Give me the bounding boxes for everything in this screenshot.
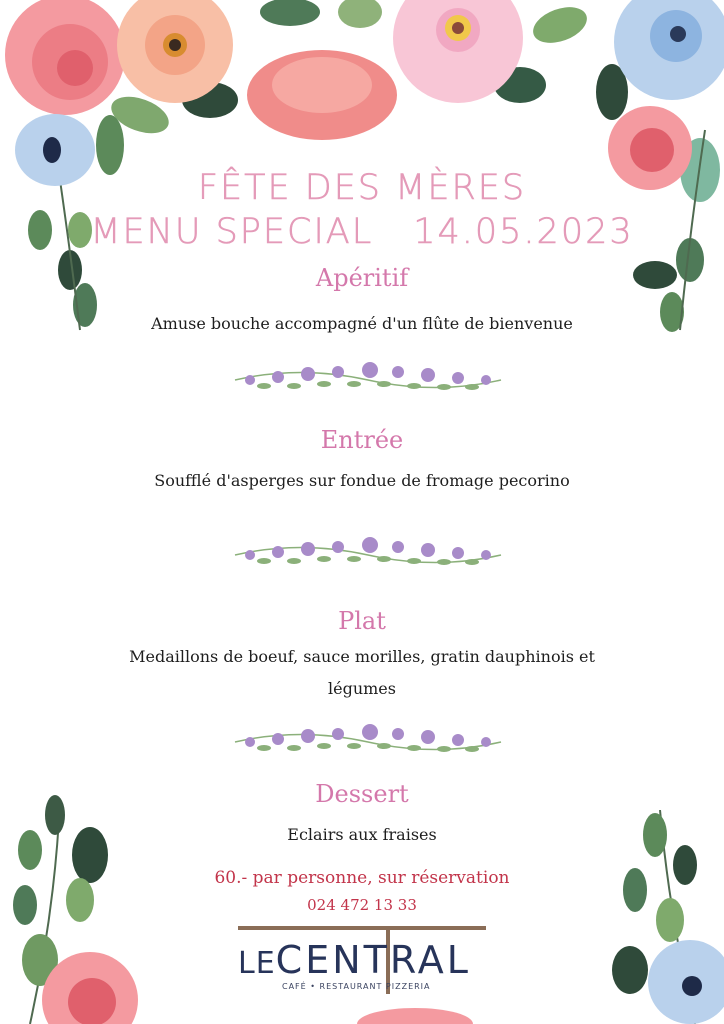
floral-divider (230, 360, 506, 400)
logo-tagline: CAFÉ • RESTAURANT PIZZERIA (282, 982, 431, 991)
menu-special-label: MENU SPECIAL (90, 212, 374, 252)
event-date: 14.05.2023 (413, 212, 634, 252)
aperitif-description: Amuse bouche accompagné d'un flûte de bienvenue (151, 314, 573, 333)
aperitif-heading: Apéritif (315, 264, 409, 292)
plat-description-line1: Medaillons de boeuf, sauce morilles, gratin dauphinois et (129, 647, 595, 666)
plat-heading: Plat (338, 607, 386, 635)
floral-divider (230, 722, 506, 762)
logo-bar (238, 926, 486, 930)
logo-wordmark (238, 938, 486, 982)
logo-name: CENTRAL (275, 938, 471, 982)
floral-bottom-center (355, 1006, 475, 1024)
menu-title-line (0, 212, 724, 252)
entree-heading: Entrée (320, 426, 404, 454)
logo-prefix: LE (238, 946, 276, 981)
phone-number: 024 472 13 33 (307, 896, 417, 914)
price-info: 60.- par personne, sur réservation (214, 868, 510, 888)
dessert-description: Eclairs aux fraises (287, 825, 437, 844)
event-title: FÊTE DES MÈRES (197, 168, 527, 208)
dessert-heading: Dessert (315, 780, 409, 808)
le-central-logo (238, 924, 486, 996)
entree-description: Soufflé d'asperges sur fondue de fromage pecorino (154, 471, 570, 490)
plat-description-line2: légumes (328, 679, 396, 698)
floral-divider (230, 535, 506, 575)
